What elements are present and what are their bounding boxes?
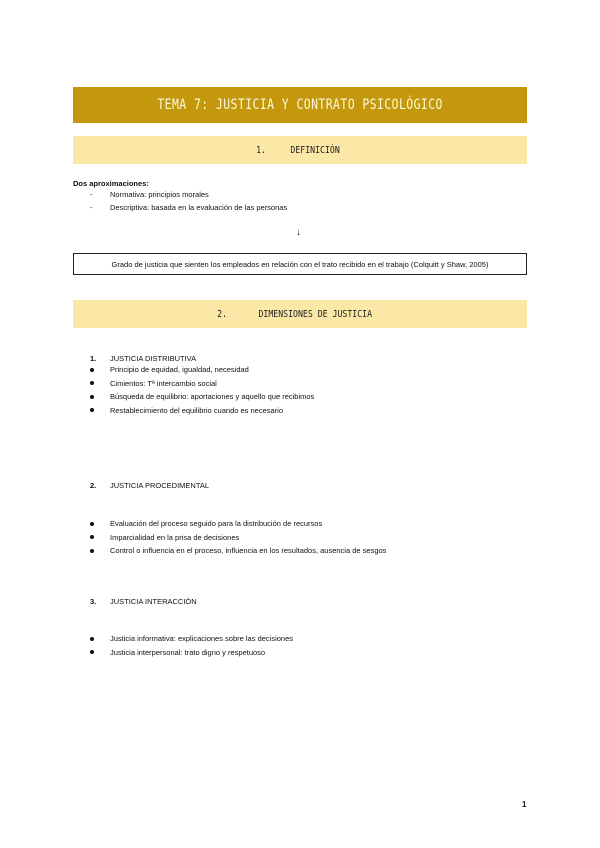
dimension-heading-distributiva (90, 354, 196, 363)
list-item-text: Normativa: principios morales (110, 190, 209, 199)
list-item (90, 201, 287, 214)
list-item-text: Cimientos: Tª intercambio social (110, 378, 217, 388)
bullet-icon (90, 637, 110, 641)
dash-marker: - (90, 190, 93, 199)
list-item-text: Restablecimiento del equilibrio cuando es necesario (110, 405, 284, 415)
bullet-icon (90, 381, 110, 385)
list-item (90, 377, 314, 391)
bullet-icon (90, 650, 110, 654)
page-number: 1 (522, 800, 527, 809)
list-item-text: Justicia informativa: explicaciones sobre las decisiones (110, 634, 294, 643)
intro-text: Dos aproximaciones: (73, 179, 149, 188)
list-item (90, 544, 386, 558)
title-banner (73, 87, 527, 123)
dimension-title: JUSTICIA DISTRIBUTIVA (110, 354, 197, 363)
section-number: 1. (255, 144, 266, 156)
dimension-number: 3. (90, 597, 97, 606)
list-item-text: Búsqueda de equilibrio: aportaciones y aquello que recibimos (110, 392, 315, 401)
section-header-dimensiones (73, 300, 527, 328)
approaches-list (90, 188, 287, 214)
list-item-text: Principio de equidad, igualdad, necesidad (110, 365, 249, 374)
section-header-definicion (73, 136, 527, 164)
page-title: TEMA 7: JUSTICIA Y CONTRATO PSICOLÓGICO (157, 97, 443, 113)
definition-box (73, 253, 527, 275)
dimension-items-procedimental (90, 517, 386, 558)
list-item-text: Control o influencia en el proceso, influencia en los resultados, ausencia de sesgos (110, 546, 387, 555)
dimension-number: 1. (90, 354, 97, 363)
bullet-icon (90, 408, 110, 412)
bullet-icon (90, 549, 110, 553)
definition-text: Grado de justicia que sienten los empleados en relación con el trato recibido en el trabajo (Colquitt y Shaw, 2005) (111, 259, 489, 269)
section-number: 2. (216, 308, 227, 320)
bullet-icon (90, 522, 110, 526)
dimension-items-distributiva (90, 363, 314, 417)
arrow-down-icon: ↓ (296, 227, 301, 238)
dimension-number: 2. (90, 481, 97, 490)
bullet-icon (90, 395, 110, 399)
list-item-text: Imparcialidad en la prisa de decisiones (110, 532, 240, 542)
bullet-icon (90, 368, 110, 372)
list-item-text: Justicia interpersonal: trato digno y respetuoso (110, 647, 266, 657)
bullet-icon (90, 535, 110, 539)
list-item (90, 404, 314, 418)
section-title: DIMENSIONES DE JUSTICIA (258, 308, 372, 320)
dimension-title: JUSTICIA PROCEDIMENTAL (110, 481, 210, 490)
list-item-text: Descriptiva: basada en la evaluación de las personas (110, 203, 288, 212)
dimension-title: JUSTICIA INTERACCIÓN (110, 597, 197, 606)
dimension-heading-interaccion (90, 597, 197, 606)
list-item (90, 390, 314, 404)
dash-marker: - (90, 203, 93, 212)
dimension-heading-procedimental (90, 481, 209, 490)
list-item (90, 632, 293, 646)
list-item (90, 517, 386, 531)
list-item-text: Evaluación del proceso seguido para la distribución de recursos (110, 519, 323, 528)
list-item (90, 188, 287, 201)
list-item (90, 363, 314, 377)
dimension-items-interaccion (90, 632, 293, 659)
section-title: DEFINICIÓN (290, 144, 340, 156)
list-item (90, 646, 293, 660)
list-item (90, 531, 386, 545)
